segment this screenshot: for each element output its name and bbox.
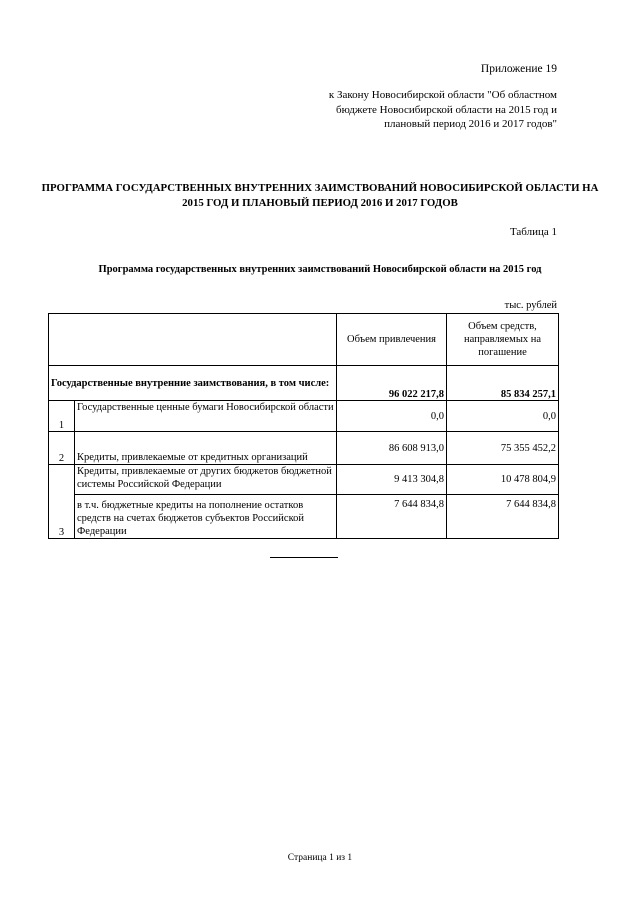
separator-line xyxy=(270,557,338,558)
row-label: Кредиты, привлекаемые от кредитных организаций xyxy=(75,432,337,465)
row-repay: 75 355 452,2 xyxy=(447,432,559,465)
table-row xyxy=(49,401,559,432)
table-header-row xyxy=(49,314,559,366)
column-header-repay: Объем средств, направляемых на погашение xyxy=(447,314,559,366)
law-reference: к Закону Новосибирской области "Об областном бюджете Новосибирской области на 2015 год и плановый период 2016 и 2017 годов" xyxy=(328,89,557,130)
subrow-repay: 7 644 834,8 xyxy=(447,495,559,539)
subrow-label: в т.ч. бюджетные кредиты на пополнение остатков средств на счетах бюджетов субъектов Российской Федерации xyxy=(75,495,337,539)
column-header-attract: Объем привлечения xyxy=(337,314,447,366)
row-label: Государственные ценные бумаги Новосибирской области xyxy=(75,401,337,432)
table-row xyxy=(49,432,559,465)
row-number: 1 xyxy=(49,401,75,432)
total-repay: 85 834 257,1 xyxy=(447,366,559,401)
row-repay: 10 478 804,9 xyxy=(447,465,559,495)
row-number: 2 xyxy=(49,432,75,465)
appendix-number: Приложение 19 xyxy=(480,63,557,75)
header-empty-cell xyxy=(49,314,337,366)
row-attract: 9 413 304,8 xyxy=(337,465,447,495)
total-label: Государственные внутренние заимствования, в том числе: xyxy=(49,366,337,401)
table-label: Таблица 1 xyxy=(509,226,557,238)
total-attract: 96 022 217,8 xyxy=(337,366,447,401)
document-title: ПРОГРАММА ГОСУДАРСТВЕННЫХ ВНУТРЕННИХ ЗАИМСТВОВАНИЙ НОВОСИБИРСКОЙ ОБЛАСТИ НА 2015 ГОД И ПЛАНОВЫЙ ПЕРИОД 2016 И 2017 ГОДОВ xyxy=(41,182,599,209)
row-label: Кредиты, привлекаемые от других бюджетов бюджетной системы Российской Федерации xyxy=(75,465,337,495)
row-number: 3 xyxy=(49,465,75,539)
row-attract: 86 608 913,0 xyxy=(337,432,447,465)
borrowings-table xyxy=(48,313,559,539)
table-total-row xyxy=(49,366,559,401)
row-repay: 0,0 xyxy=(447,401,559,432)
units-label: тыс. рублей xyxy=(504,300,557,311)
row-attract: 0,0 xyxy=(337,401,447,432)
page-footer: Страница 1 из 1 xyxy=(287,853,353,863)
table-subtitle: Программа государственных внутренних заимствований Новосибирской области на 2015 год xyxy=(98,264,542,275)
subrow-attract: 7 644 834,8 xyxy=(337,495,447,539)
table-row xyxy=(49,465,559,495)
table-subrow xyxy=(49,495,559,539)
